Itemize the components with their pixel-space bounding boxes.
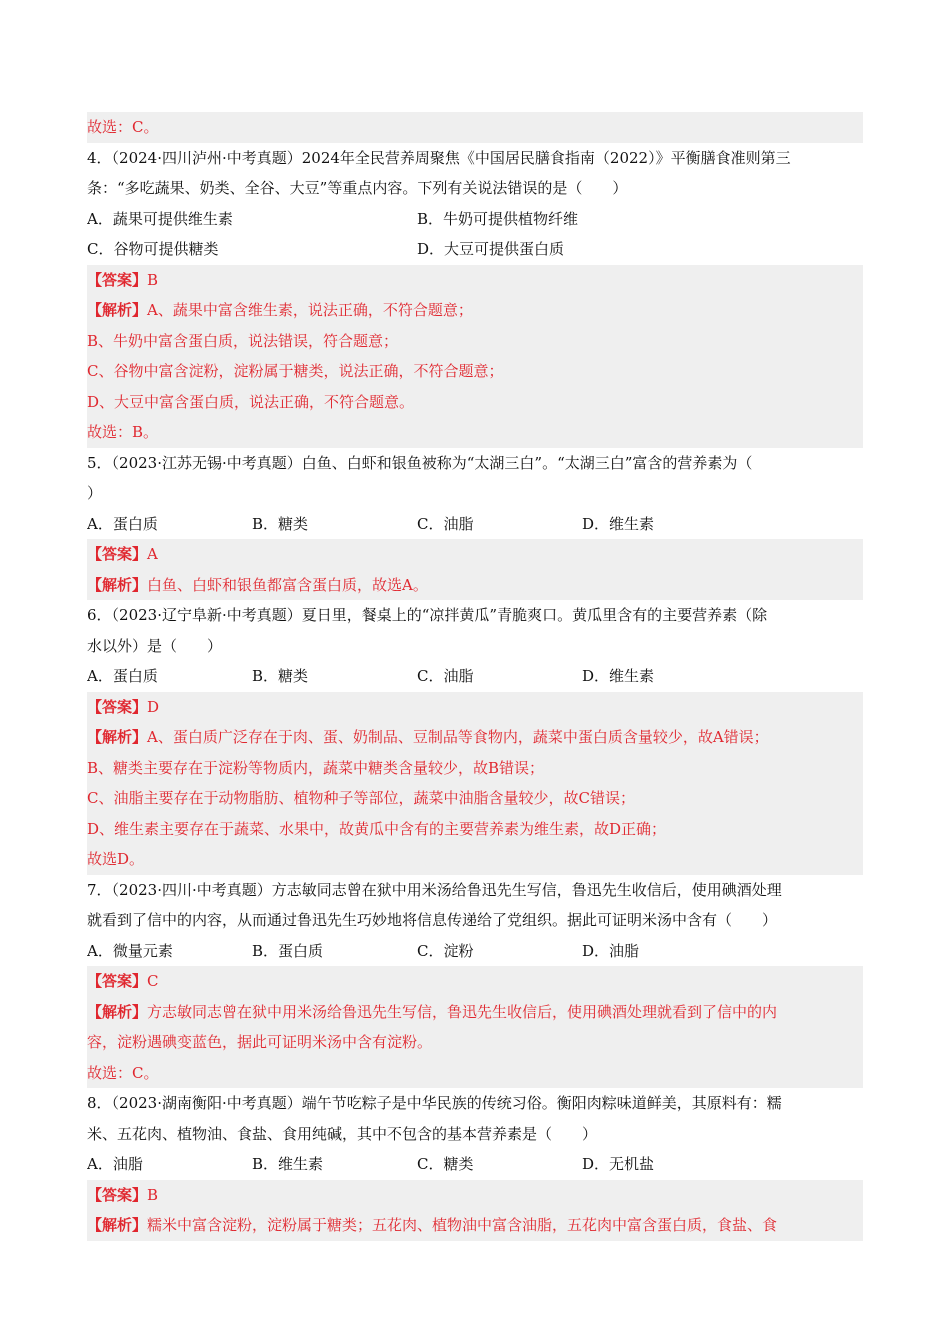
question-block	[87, 448, 863, 540]
answer-line: 【答案】B	[87, 1180, 863, 1211]
question-line: 水以外）是（ ）	[87, 636, 223, 655]
answer-line: 故选D。	[87, 844, 863, 875]
answer-block	[87, 539, 863, 600]
question-line: 4．（2024·四川泸州·中考真题）2024年全民营养周聚焦《中国居民膳食指南（2022）》平衡膳食准则第三	[87, 148, 791, 167]
answer-option: B．牛奶可提供植物纤维	[417, 209, 579, 228]
answer-option: B．蛋白质	[252, 941, 324, 960]
answer-line: C、油脂主要存在于动物脂肪、植物种子等部位，蔬菜中油脂含量较少，故C错误；	[87, 783, 863, 814]
answer-line: 故选：B。	[87, 417, 863, 448]
question-line: ）	[87, 484, 103, 502]
question-block	[87, 875, 863, 967]
answer-option: D．油脂	[582, 941, 640, 960]
answer-line: B、牛奶中富含蛋白质，说法错误，符合题意；	[87, 326, 863, 357]
answer-line: 【答案】B	[87, 265, 863, 296]
question-block	[87, 1088, 863, 1180]
question-block	[87, 143, 863, 265]
answer-line: 【答案】C	[87, 966, 863, 997]
question-line: 条：“多吃蔬果、奶类、全谷、大豆”等重点内容。下列有关说法错误的是（ ）	[87, 179, 628, 197]
answer-option: D．无机盐	[582, 1155, 655, 1173]
answer-option: C．谷物可提供糖类	[87, 240, 219, 258]
answer-block	[87, 1180, 863, 1241]
answer-line: 【解析】方志敏同志曾在狱中用米汤给鲁迅先生写信，鲁迅先生收信后，使用碘酒处理就看到了信中的内	[87, 997, 863, 1028]
answer-option: A．蛋白质	[87, 514, 158, 533]
answer-block	[87, 692, 863, 875]
answer-line: 容，淀粉遇碘变蓝色，据此可证明米汤中含有淀粉。	[87, 1027, 863, 1058]
answer-line: 【答案】D	[87, 692, 863, 723]
options-row	[87, 204, 863, 235]
answer-line: C、谷物中富含淀粉，淀粉属于糖类，说法正确，不符合题意；	[87, 356, 863, 387]
question-line: 6．（2023·辽宁阜新·中考真题）夏日里，餐桌上的“凉拌黄瓜”青脆爽口。黄瓜里含有的主要营养素（除	[87, 606, 768, 624]
answer-block	[87, 112, 863, 143]
options-row	[87, 661, 863, 692]
question-line: 5．（2023·江苏无锡·中考真题）白鱼、白虾和银鱼被称为“太湖三白”。“太湖三白”富含的营养素为（	[87, 453, 753, 472]
answer-line: B、糖类主要存在于淀粉等物质内，蔬菜中糖类含量较少，故B错误；	[87, 753, 863, 784]
answer-block	[87, 966, 863, 1088]
answer-option: C．淀粉	[417, 941, 474, 960]
question-block	[87, 600, 863, 692]
options-row	[87, 234, 863, 265]
answer-line: 故选：C。	[87, 1058, 863, 1089]
answer-option: D．大豆可提供蛋白质	[417, 240, 565, 258]
answer-option: A．蔬果可提供维生素	[87, 209, 233, 228]
options-row	[87, 509, 863, 540]
options-row	[87, 936, 863, 967]
answer-option: B．糖类	[252, 667, 309, 685]
answer-option: A．蛋白质	[87, 667, 158, 685]
answer-option: C．油脂	[417, 514, 474, 533]
answer-line: 故选：C。	[87, 112, 863, 143]
answer-line: D、维生素主要存在于蔬菜、水果中，故黄瓜中含有的主要营养素为维生素，故D正确；	[87, 814, 863, 845]
answer-option: B．糖类	[252, 514, 309, 533]
answer-block	[87, 265, 863, 448]
question-line: 8．（2023·湖南衡阳·中考真题）端午节吃粽子是中华民族的传统习俗。衡阳肉粽味道鲜美，其原料有：糯	[87, 1094, 782, 1112]
answer-line: 【解析】糯米中富含淀粉，淀粉属于糖类；五花肉、植物油中富含油脂，五花肉中富含蛋白质，食盐、食	[87, 1210, 863, 1241]
question-line: 7．（2023·四川·中考真题）方志敏同志曾在狱中用米汤给鲁迅先生写信，鲁迅先生收信后，使用碘酒处理	[87, 880, 782, 899]
answer-option: B．维生素	[252, 1155, 324, 1173]
question-line: 米、五花肉、植物油、食盐、食用纯碱，其中不包含的基本营养素是（ ）	[87, 1124, 598, 1143]
answer-option: C．油脂	[417, 667, 474, 685]
answer-option: C．糖类	[417, 1155, 474, 1173]
answer-line: 【解析】白鱼、白虾和银鱼都富含蛋白质，故选A。	[87, 570, 863, 601]
answer-line: 【答案】A	[87, 539, 863, 570]
answer-option: A．微量元素	[87, 941, 173, 960]
question-content	[87, 112, 863, 1241]
answer-option: D．维生素	[582, 514, 655, 533]
options-row	[87, 1149, 863, 1180]
answer-option: D．维生素	[582, 667, 655, 685]
answer-line: 【解析】A、蔬果中富含维生素，说法正确，不符合题意；	[87, 295, 863, 326]
answer-option: A．油脂	[87, 1155, 143, 1173]
answer-line: 【解析】A、蛋白质广泛存在于肉、蛋、奶制品、豆制品等食物内，蔬菜中蛋白质含量较少，故A错误；	[87, 722, 863, 753]
question-line: 就看到了信中的内容，从而通过鲁迅先生巧妙地将信息传递给了党组织。据此可证明米汤中含有（ ）	[87, 911, 778, 929]
answer-line: D、大豆中富含蛋白质，说法正确，不符合题意。	[87, 387, 863, 418]
